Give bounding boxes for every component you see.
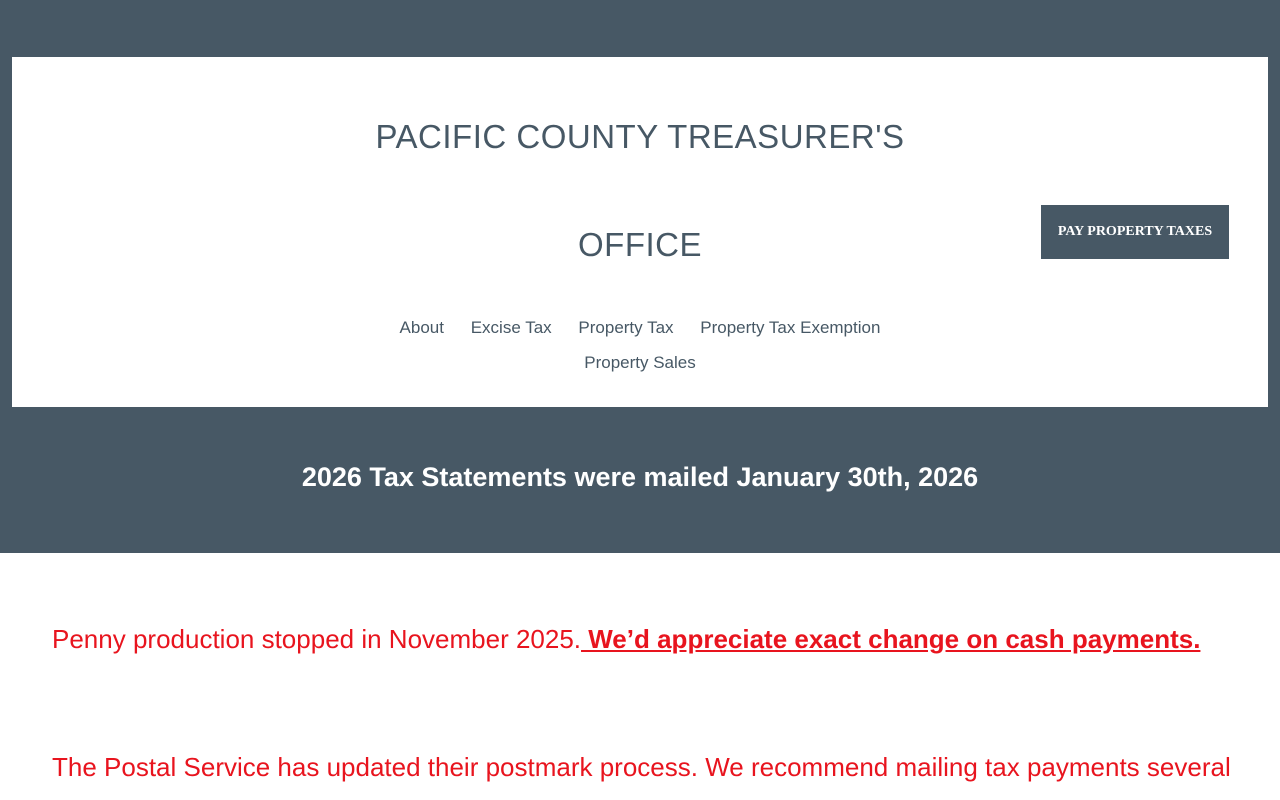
nav-excise-tax[interactable]: Excise Tax xyxy=(470,318,552,337)
nav-about[interactable]: About xyxy=(399,318,444,337)
pay-property-taxes-button[interactable]: PAY PROPERTY TAXES xyxy=(1041,205,1229,259)
site-title-line1: PACIFIC COUNTY TREASURER'S xyxy=(375,118,905,155)
postal-notice: The Postal Service has updated their postmark process. We recommend mailing tax payments several xyxy=(52,752,1231,782)
nav-property-sales[interactable]: Property Sales xyxy=(584,353,696,372)
main-nav-row2 xyxy=(12,353,1268,373)
site-title-line2: OFFICE xyxy=(578,226,702,263)
nav-property-tax-exemption[interactable]: Property Tax Exemption xyxy=(700,318,881,337)
main-nav xyxy=(12,318,1268,338)
nav-property-tax[interactable]: Property Tax xyxy=(578,318,674,337)
penny-notice-text: Penny production stopped in November 2025. xyxy=(52,624,582,654)
exact-change-link[interactable]: We’d appreciate exact change on cash payments. xyxy=(581,624,1201,654)
site-header xyxy=(12,57,1268,407)
announcement-banner: 2026 Tax Statements were mailed January 30th, 2026 xyxy=(301,462,979,492)
penny-notice xyxy=(52,624,1200,655)
